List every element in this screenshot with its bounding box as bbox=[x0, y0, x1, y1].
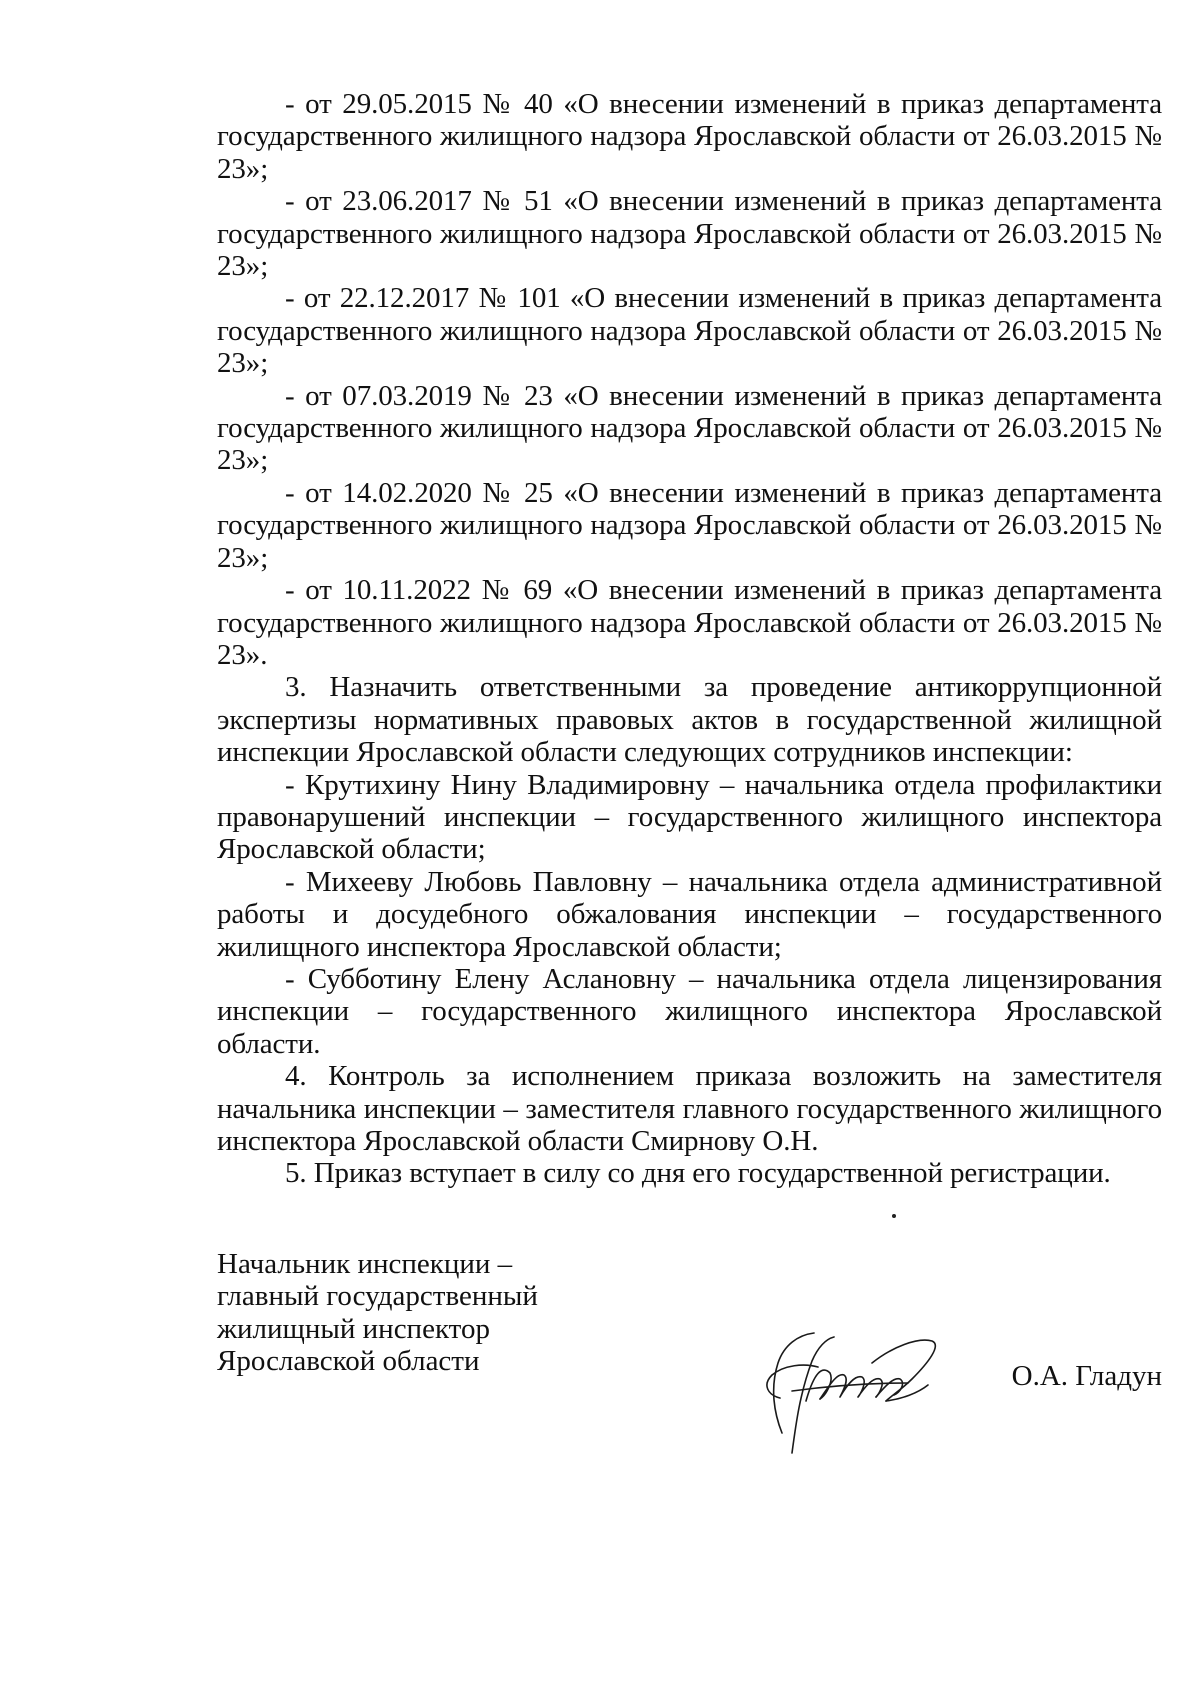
amendment-item-2017-june: - от 23.06.2017 № 51 «О внесении изменений в приказ департамента государственного жилищного надзора Ярославской области от 26.03.2015 № 23»; bbox=[217, 185, 1162, 283]
signature-block bbox=[217, 1248, 1162, 1448]
amendment-item-2015: - от 29.05.2015 № 40 «О внесении изменений в приказ департамента государственного жилищного надзора Ярославской области от 26.03.2015 № 23»; bbox=[217, 88, 1162, 185]
scan-speck bbox=[892, 1214, 896, 1218]
signatory-title-line: Начальник инспекции – bbox=[217, 1248, 513, 1280]
clause-3: 3. Назначить ответственными за проведение антикоррупционной экспертизы нормативных правовых актов в государственной жилищной инспекции Ярославской области следующих сотрудников инспекции: bbox=[217, 671, 1162, 769]
amendment-item-2017-december: - от 22.12.2017 № 101 «О внесении изменений в приказ департамента государственного жилищного надзора Ярославской области от 26.03.2015 № 23»; bbox=[217, 282, 1162, 380]
signatory-title-line: жилищный инспектор bbox=[217, 1312, 490, 1345]
signatory-title-line: главный государственный bbox=[217, 1280, 538, 1313]
signatory-title-line: Ярославской области bbox=[217, 1345, 480, 1378]
amendment-item-2020: - от 14.02.2020 № 25 «О внесении изменений в приказ департамента государственного жилищного надзора Ярославской области от 26.03.2015 № 23»; bbox=[217, 476, 1162, 574]
signatory-name: О.А. Гладун bbox=[1011, 1360, 1162, 1392]
handwritten-signature bbox=[722, 1303, 942, 1463]
signatory-title bbox=[217, 1248, 538, 1378]
document-body bbox=[217, 88, 1162, 1190]
clause-4: 4. Контроль за исполнением приказа возложить на заместителя начальника инспекции – заместителя главного государственного жилищного инспектора Ярославской области Смирнову О.Н. bbox=[217, 1060, 1162, 1157]
clause-5: 5. Приказ вступает в силу со дня его государственной регистрации. bbox=[285, 1157, 1111, 1190]
amendment-item-2019: - от 07.03.2019 № 23 «О внесении изменений в приказ департамента государственного жилищного надзора Ярославской области от 26.03.2015 № 23»; bbox=[217, 379, 1162, 477]
responsible-person-2: - Михееву Любовь Павловну – начальника отдела административной работы и досудебного обжалования инспекции – государственного жилищного инспектора Ярославской области; bbox=[217, 865, 1162, 963]
responsible-person-1: - Крутихину Нину Владимировну – начальника отдела профилактики правонарушений инспекции – государственного жилищного инспектора Ярославской области; bbox=[217, 768, 1162, 866]
responsible-person-3: - Субботину Елену Аслановну – начальника отдела лицензирования инспекции – государственного жилищного инспектора Ярославской области. bbox=[217, 962, 1162, 1060]
amendment-item-2022: - от 10.11.2022 № 69 «О внесении изменений в приказ департамента государственного жилищного надзора Ярославской области от 26.03.2015 № 23». bbox=[217, 574, 1162, 671]
